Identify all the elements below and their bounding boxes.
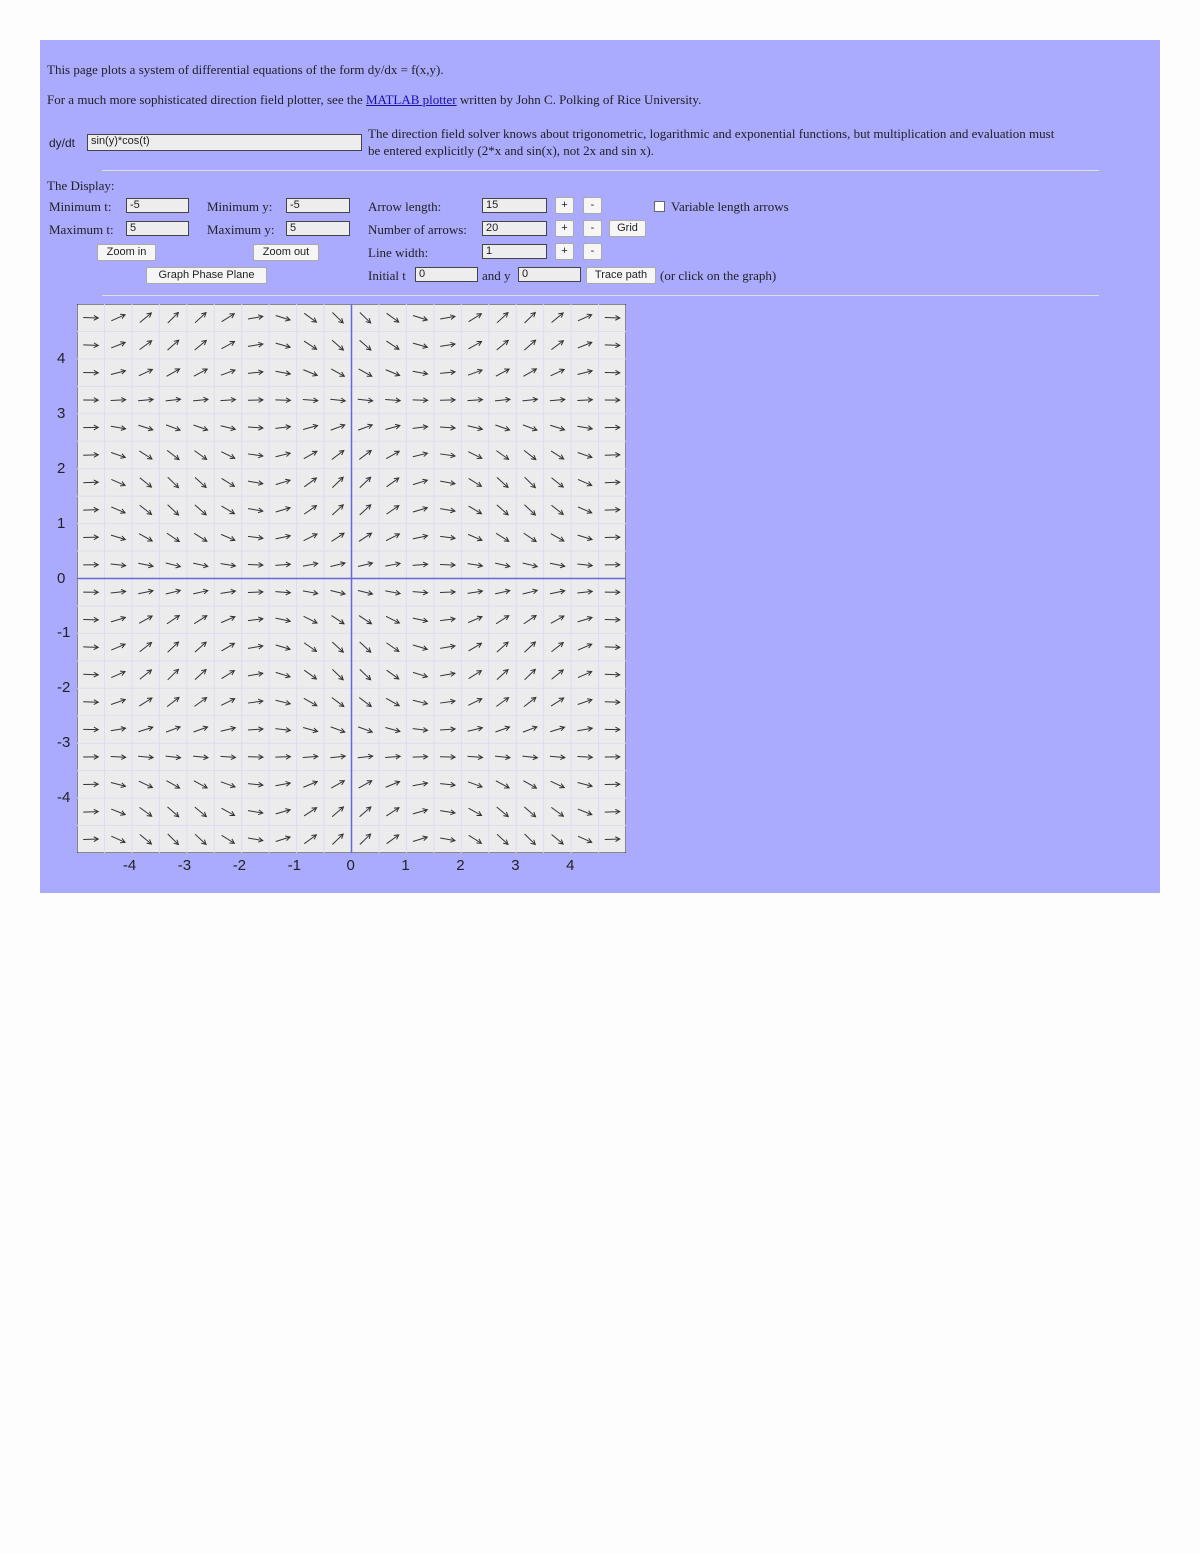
min-t-input[interactable]: -5 [126,198,189,213]
num-arrows-decrease-button[interactable]: - [583,220,602,237]
initial-y-input[interactable]: 0 [518,267,581,282]
trace-path-button[interactable]: Trace path [586,267,656,284]
y-tick-label: -3 [57,734,71,752]
arrow-shaft [605,510,620,511]
arrow-shaft [83,510,98,511]
x-tick-label: -4 [122,857,137,874]
x-tick-label: 1 [401,857,410,874]
arrow-shaft [440,592,455,593]
arrow-length-input[interactable]: 15 [482,198,547,213]
arrow-shaft [248,564,263,565]
y-tick-label: 1 [57,514,66,532]
line-width-label: Line width: [368,245,429,260]
arrow-shaft [605,839,620,840]
variable-length-checkbox[interactable] [654,201,665,212]
x-tick-label: -1 [287,857,301,874]
y-tick-label: -2 [57,679,71,697]
arrow-shaft [413,400,428,401]
max-y-label: Maximum y: [207,222,275,237]
arrow-shaft [605,812,620,813]
equation-note-line-1: The direction field solver knows about trigonometric, logarithmic and exponential functions, but multiplication and evaluation must [368,126,1055,141]
y-tick-label: -4 [57,789,71,807]
x-tick-label: 3 [511,857,520,874]
max-y-input[interactable]: 5 [286,221,350,236]
x-tick-label: -3 [177,857,192,874]
arrow-shaft [83,812,98,813]
grid-button[interactable]: Grid [609,220,646,237]
intro-line-2-pre: For a much more sophisticated direction field plotter, see the [47,92,363,107]
and-y-label: and y [482,268,511,283]
x-tick-label: 4 [566,857,575,874]
arrow-shaft [83,647,98,648]
arrow-shaft [275,757,290,758]
zoom-out-button[interactable]: Zoom out [253,244,319,261]
x-tick-label: 2 [456,857,465,874]
arrow-shaft [83,674,98,675]
arrow-shaft [605,345,620,346]
arrow-shaft [275,400,290,401]
arrow-shaft [83,317,98,318]
direction-field-plot[interactable] [77,304,626,853]
display-title: The Display: [47,178,115,193]
num-arrows-input[interactable]: 20 [482,221,547,236]
min-t-label: Minimum t: [49,199,112,214]
graph-phase-plane-button[interactable]: Graph Phase Plane [146,267,267,284]
arrow-shaft [248,592,263,593]
arrow-shaft [83,482,98,483]
variable-length-label: Variable length arrows [671,199,789,214]
intro-line-1: This page plots a system of differential equations of the form dy/dx = f(x,y). [47,62,444,77]
min-y-input[interactable]: -5 [286,198,350,213]
line-width-input[interactable]: 1 [482,244,547,259]
intro-line-2 [47,92,701,108]
arrow-shaft [605,317,620,318]
matlab-plotter-link[interactable]: MATLAB plotter [365,92,457,107]
arrow-shaft [605,647,620,648]
initial-t-label: Initial t [368,268,406,283]
arrow-shaft [83,839,98,840]
x-tick-label: -2 [232,857,247,874]
arrow-shaft [83,345,98,346]
divider-top [102,170,1099,171]
max-t-label: Maximum t: [49,222,114,237]
x-tick-label: 0 [346,857,355,874]
arrow-shaft [605,482,620,483]
equation-input[interactable]: sin(y)*cos(t) [87,134,362,151]
arrow-shaft [440,564,455,565]
y-tick-label: 0 [57,569,66,587]
initial-t-input[interactable]: 0 [415,267,478,282]
y-tick-label: 4 [57,349,66,367]
line-width-increase-button[interactable]: + [555,243,574,260]
num-arrows-increase-button[interactable]: + [555,220,574,237]
zoom-in-button[interactable]: Zoom in [97,244,156,261]
arrow-shaft [413,757,428,758]
num-arrows-label: Number of arrows: [368,222,467,237]
main-panel [40,40,1160,893]
divider-bottom [102,295,1099,296]
arrow-length-label: Arrow length: [368,199,442,214]
arrow-shaft [605,674,620,675]
min-y-label: Minimum y: [207,199,273,214]
intro-line-2-post: written by John C. Polking of Rice University. [459,92,702,107]
arrow-length-increase-button[interactable]: + [555,197,574,214]
y-tick-label: 2 [57,459,66,477]
line-width-decrease-button[interactable]: - [583,243,602,260]
click-hint: (or click on the graph) [660,268,777,283]
max-t-input[interactable]: 5 [126,221,189,236]
arrow-length-decrease-button[interactable]: - [583,197,602,214]
equation-label: dy/dt [49,136,76,150]
y-tick-label: 3 [57,404,66,422]
equation-note-line-2: be entered explicitly (2*x and sin(x), not 2x and sin x). [368,143,654,158]
y-tick-label: -1 [57,624,71,642]
